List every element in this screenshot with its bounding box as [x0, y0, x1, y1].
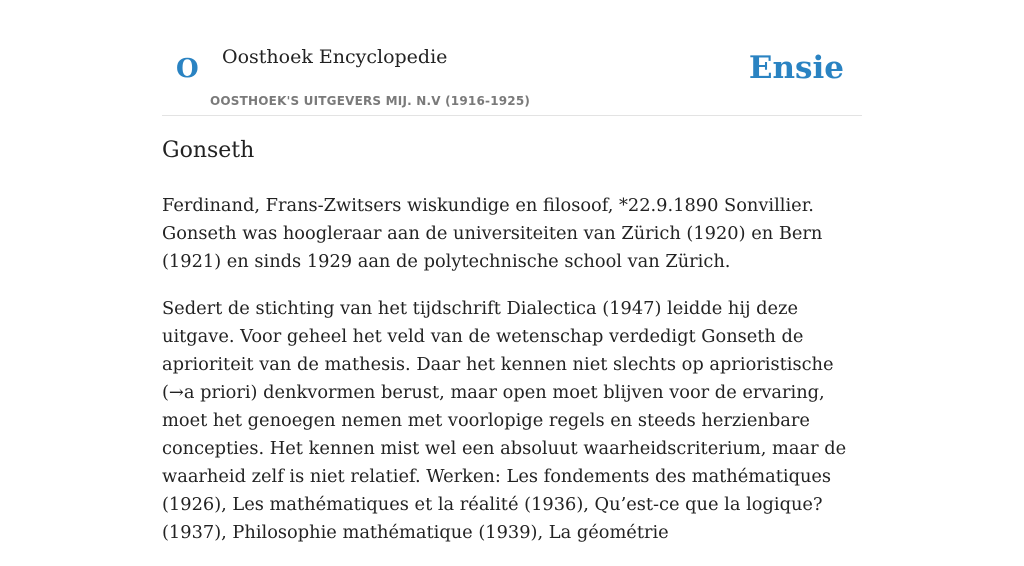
article-body [162, 192, 862, 566]
ensie-brand-link[interactable]: Ensie [748, 50, 844, 86]
article-paragraph: Sedert de stichting van het tijdschrift Dialectica (1947) leidde hij deze uitgave. Voor geheel het veld van de wetenschap verdedigt Gonseth de aprioriteit van de mathesis. Daar het kennen niet slechts op aprioristische (→a priori) denkvormen berust, maar open moet blijven voor de ervaring, moet het genoegen nemen met voorlopige regels en steeds herzienbare concepties. Het kennen mist wel een absoluut waarheidscriterium, maar de waarheid zelf is niet relatief. Werken: Les fondements des mathématiques (1926), Les mathématiques et la réalité (1936), Qu’est-ce que la logique? (1937), Philosophie mathématique (1939), La géométrie [162, 298, 847, 543]
publisher-subtitle: OOSTHOEK'S UITGEVERS MIJ. N.V (1916-1925) [210, 94, 531, 108]
article-paragraph: Ferdinand, Frans-Zwitsers wiskundige en filosoof, *22.9.1890 Sonvillier. Gonseth was hoogleraar aan de universiteiten van Zürich (1920) en Bern (1921) en sinds 1929 aan de polytechnische school van Zürich. [162, 195, 823, 272]
article-title: Gonseth [162, 138, 255, 163]
site-header [162, 40, 862, 116]
site-title[interactable]: Oosthoek Encyclopedie [222, 46, 448, 68]
site-logo[interactable]: O [176, 54, 199, 84]
